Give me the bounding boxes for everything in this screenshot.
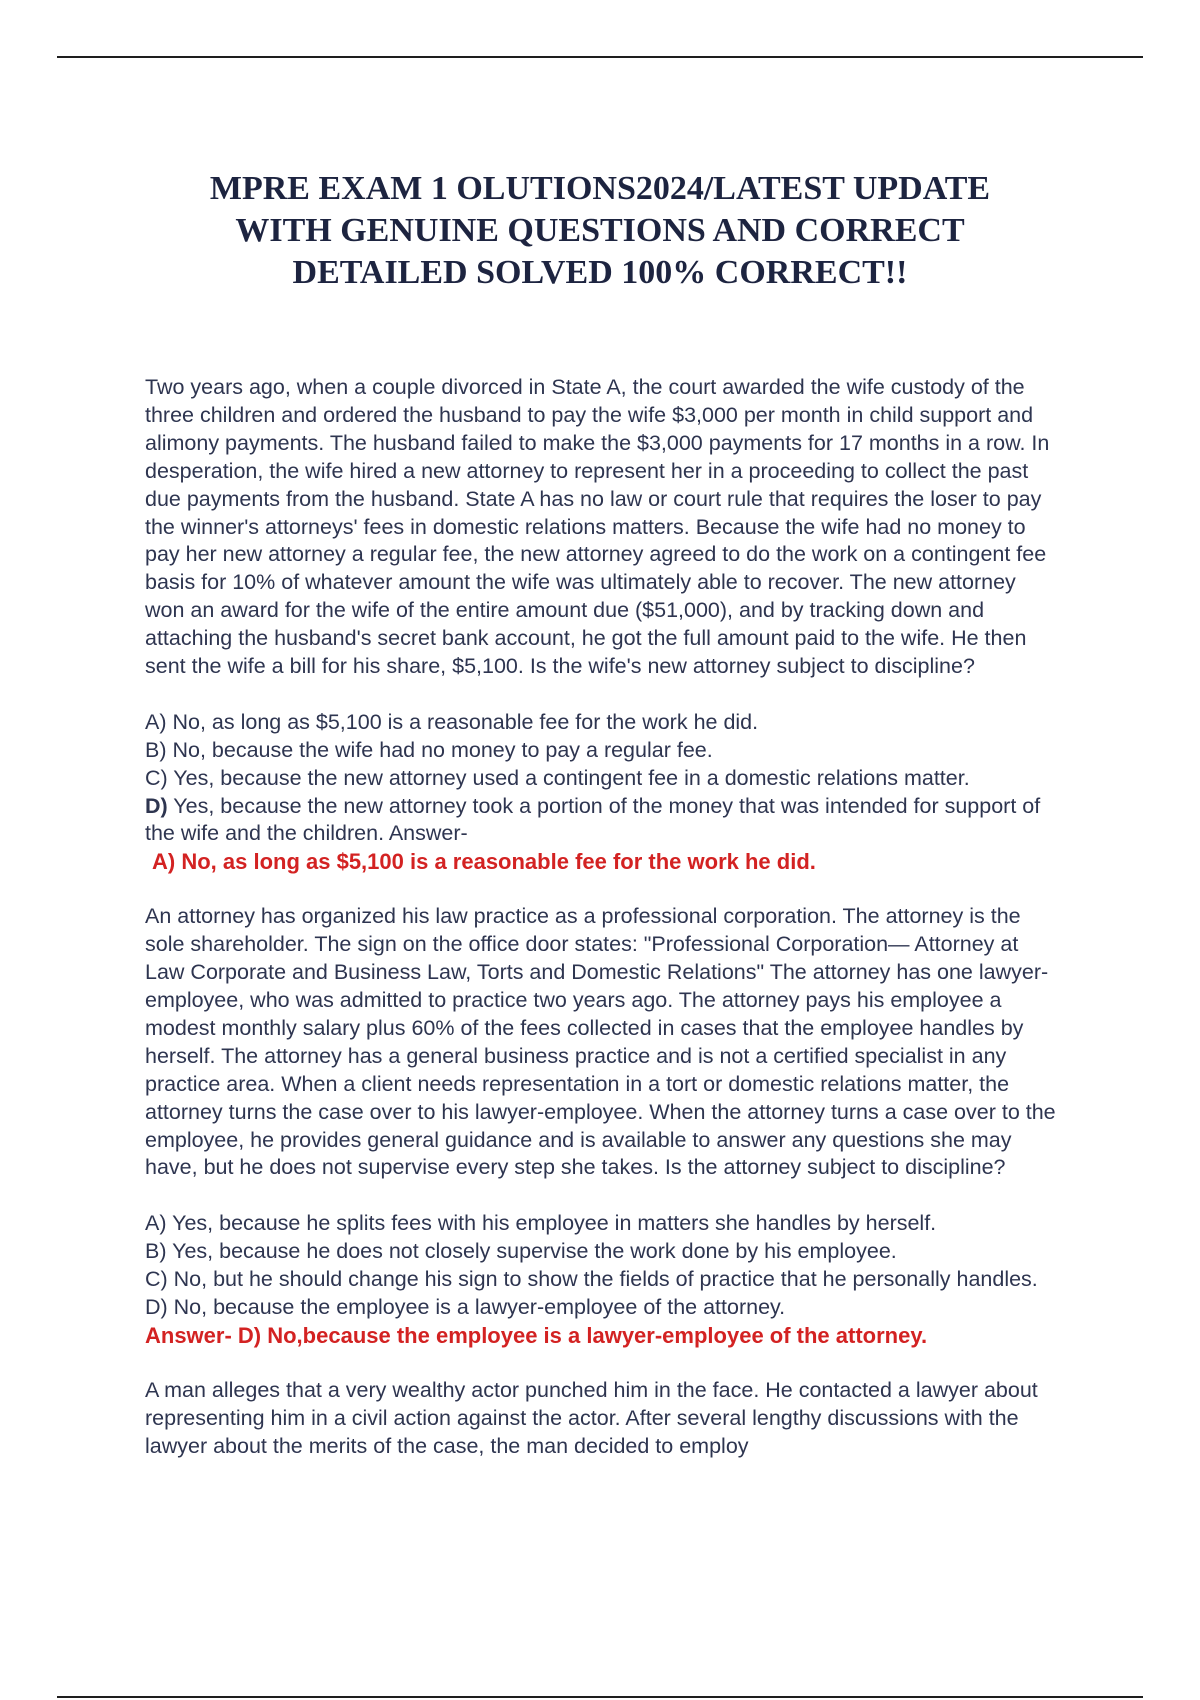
answer-option: B) No, because the wife had no money to pay a regular fee. xyxy=(145,737,713,762)
question-1 xyxy=(145,374,1060,876)
answer-option: B) Yes, because he does not closely supervise the work done by his employee. xyxy=(145,1239,897,1264)
title-line: MPRE EXAM 1 OLUTIONS2024/LATEST UPDATE xyxy=(209,170,991,207)
answer-option: C) Yes, because the new attorney used a contingent fee in a domestic relations matter. xyxy=(145,765,970,790)
correct-answer: A) No, as long as $5,100 is a reasonable fee for the work he did. xyxy=(152,849,816,875)
question-stem: A man alleges that a very wealthy actor punched him in the face. He contacted a lawyer about representing him in a civil action against the actor. After several lengthy discussions with the lawyer about the merits of the case, the man decided to employ xyxy=(145,1377,1038,1458)
document-body xyxy=(145,374,1060,1488)
bottom-rule xyxy=(57,1696,1143,1698)
answer-option: A) Yes, because he splits fees with his employee in matters she handles by herself. xyxy=(145,1211,937,1236)
question-stem: An attorney has organized his law practice as a professional corporation. The attorney is the sole shareholder. The sign on the office door states: "Professional Corporation— Attorney at Law Corporate and Business Law, Torts and Domestic Relations" The attorney has one lawyer-employee, who was admitted to practice two years ago. The attorney pays his employee a modest monthly salary plus 60% of the fees collected in cases that the employee handles by herself. The attorney has a general business practice and is not a certified specialist in any practice area. When a client needs representation in a tort or domestic relations matter, the attorney turns the case over to his lawyer-employee. When the attorney turns a case over to the employee, he provides general guidance and is available to answer any questions she may have, but he does not supervise every step she takes. Is the attorney subject to discipline? xyxy=(145,904,1056,1180)
title-line: DETAILED SOLVED 100% CORRECT!! xyxy=(292,254,908,291)
question-stem: Two years ago, when a couple divorced in State A, the court awarded the wife custody of the three children and ordered the husband to pay the wife $3,000 per month in child support and alimony payments. The husband failed to make the $3,000 payments for 17 months in a row. In desperation, the wife hired a new attorney to represent her in a proceeding to collect the past due payments from the husband. State A has no law or court rule that requires the loser to pay the winner's attorneys' fees in domestic relations matters. Because the wife had no money to pay her new attorney a regular fee, the new attorney agreed to do the work on a contingent fee basis for 10% of whatever amount the wife was ultimately able to recover. The new attorney won an award for the wife of the entire amount due ($51,000), and by tracking down and attaching the husband's secret bank account, he got the full amount paid to the wife. He then sent the wife a bill for his share, $5,100. Is the wife's new attorney subject to discipline? xyxy=(145,375,1050,679)
title-line: WITH GENUINE QUESTIONS AND CORRECT xyxy=(235,212,965,249)
document-title xyxy=(150,168,1050,294)
answer-option: A) No, as long as $5,100 is a reasonable fee for the work he did. xyxy=(145,709,759,734)
answer-option xyxy=(145,793,1060,849)
answer-option: C) No, but he should change his sign to show the fields of practice that he personally handles. xyxy=(145,1267,1038,1292)
top-rule xyxy=(57,56,1143,58)
question-2 xyxy=(145,903,1060,1349)
option-letter: D) xyxy=(145,793,168,818)
answer-option: D) No, because the employee is a lawyer-employee of the attorney. xyxy=(145,1294,786,1319)
correct-answer: Answer- D) No,because the employee is a lawyer-employee of the attorney. xyxy=(145,1322,928,1348)
option-text: Yes, because the new attorney took a portion of the money that was intended for support of the wife and the children. Answer- xyxy=(145,793,1041,846)
question-3 xyxy=(145,1377,1060,1461)
